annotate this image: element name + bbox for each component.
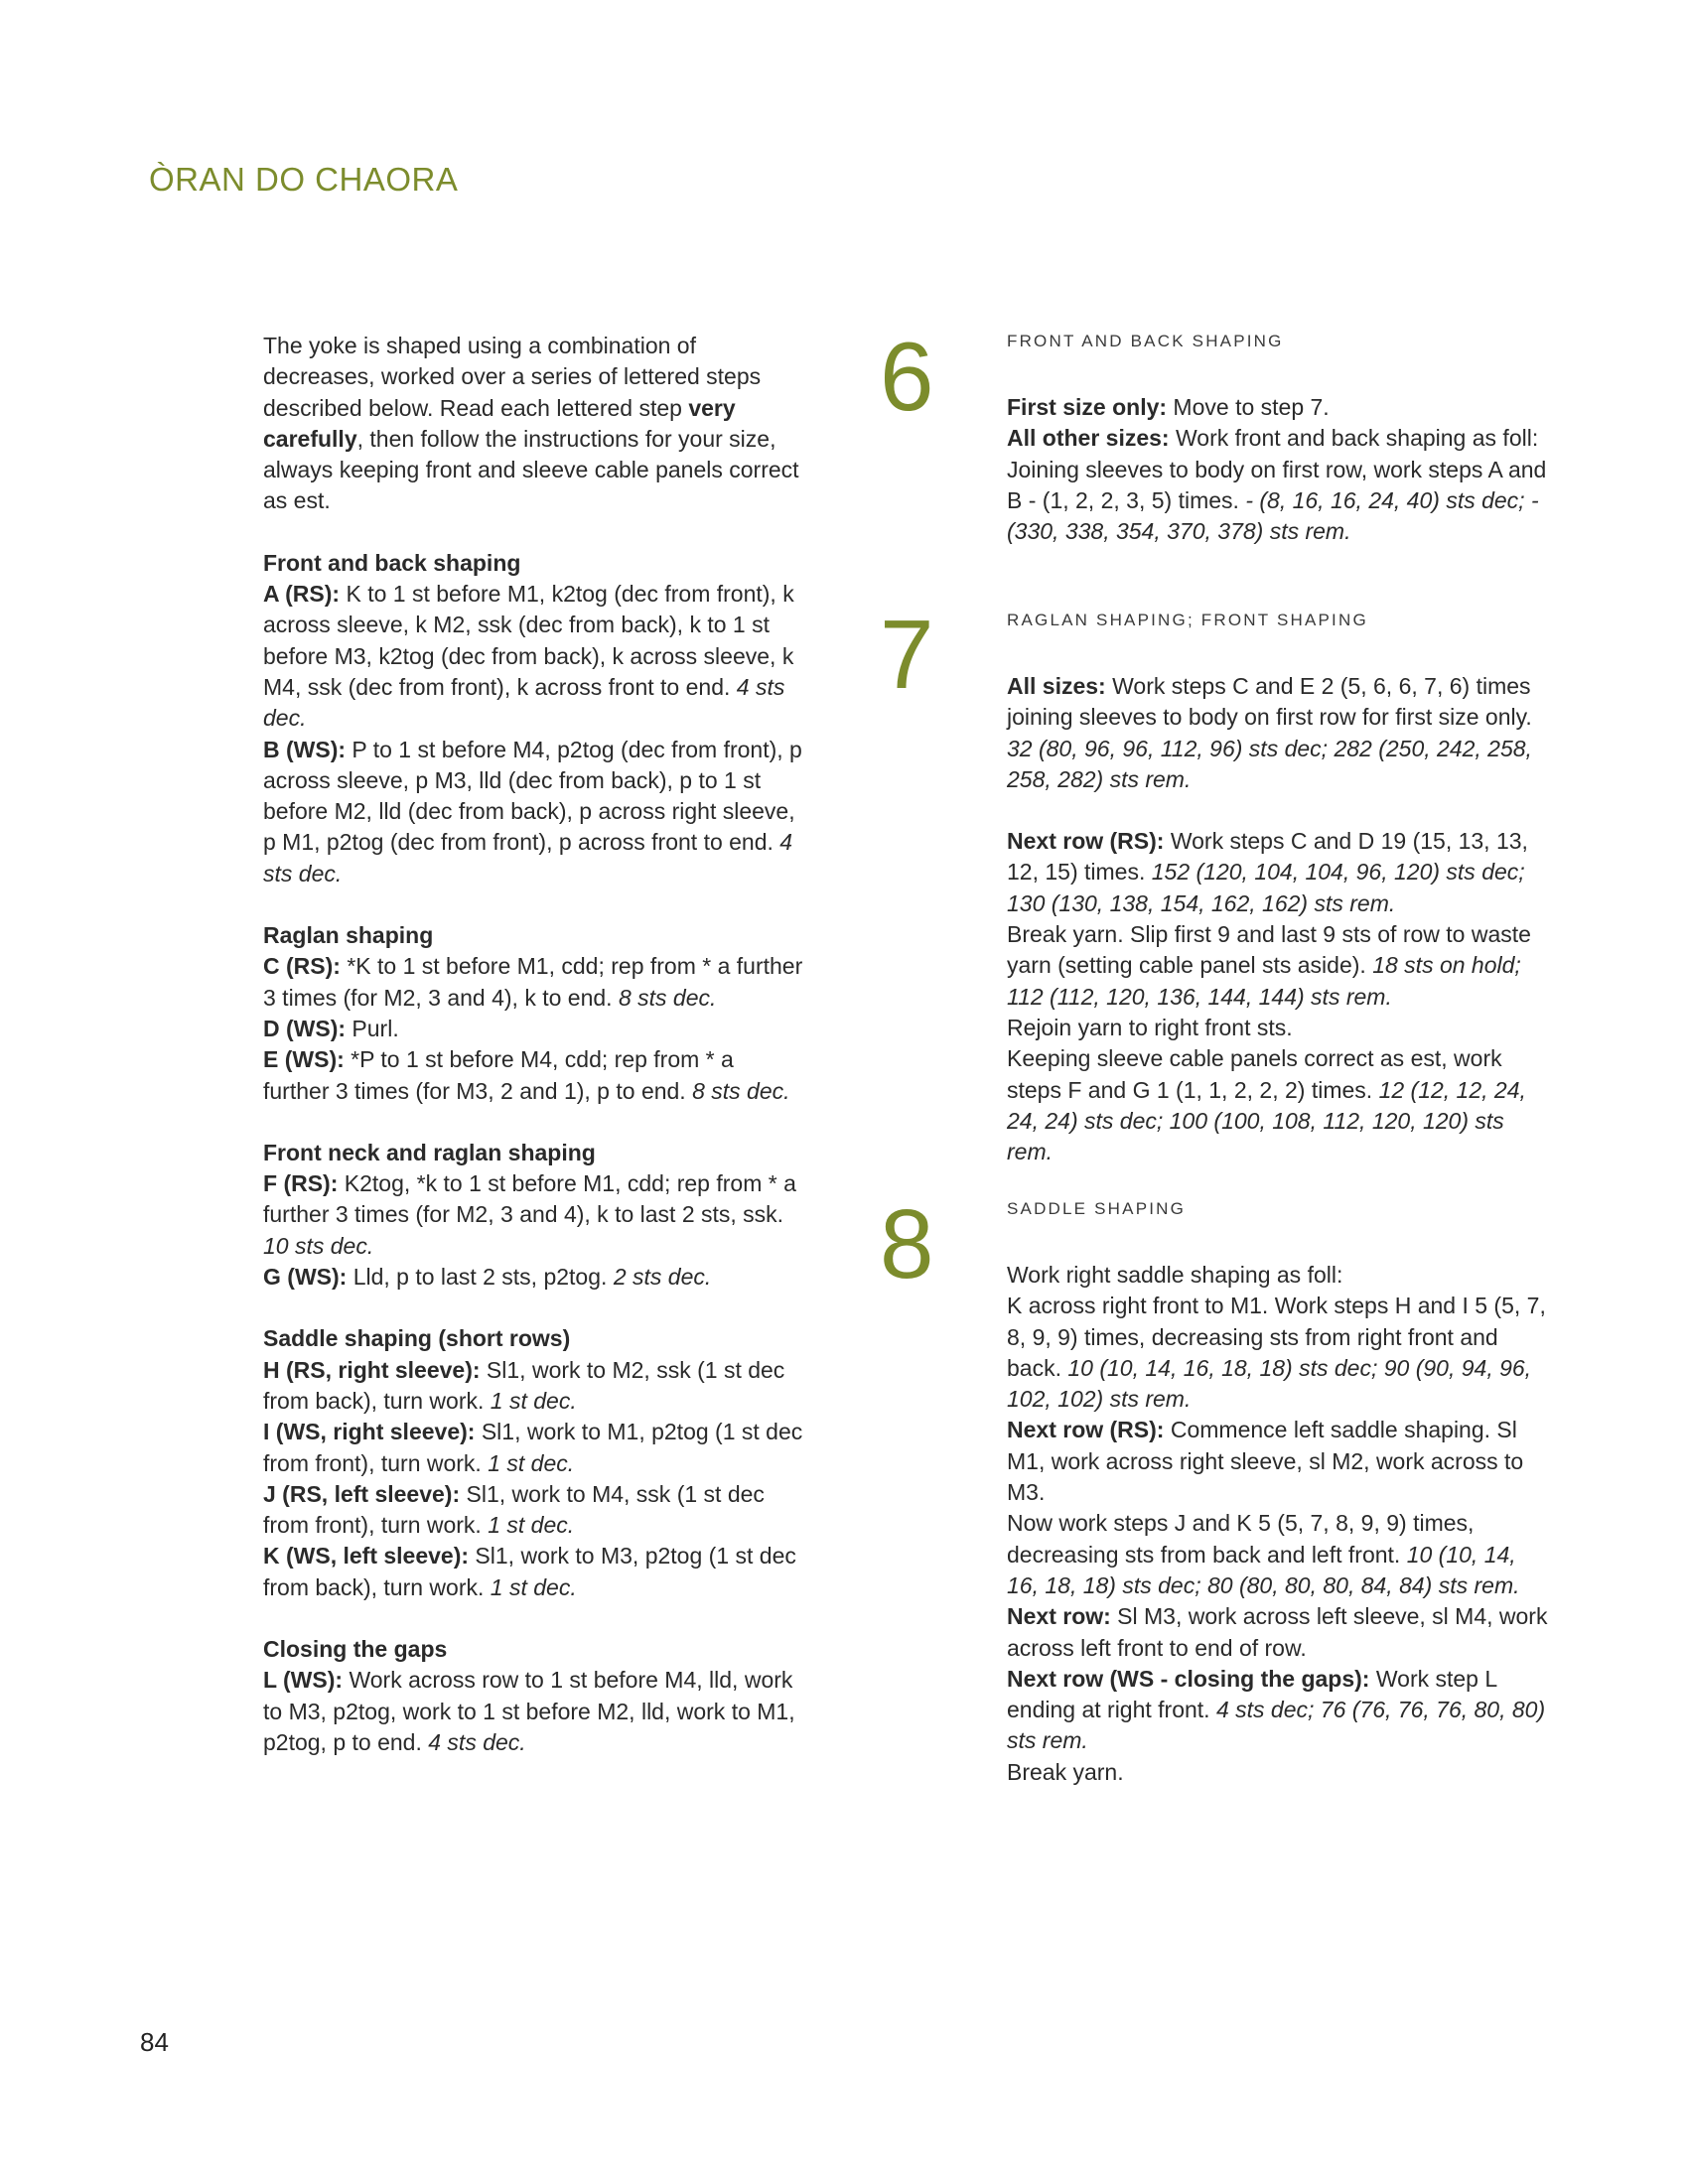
step-8-next-row: Next row: Sl M3, work across left sleeve, sl M4, work across left front to end of row. (1007, 1603, 1548, 1661)
section-heading-closing-gaps: Closing the gaps (263, 1635, 448, 1662)
step-8-left-saddle: Now work steps J and K 5 (5, 7, 8, 9, 9) times, decreasing sts from back and left front. 10 (10, 14, 16, 18, 18) sts dec; 80 (80, 80, 80, 84, 84) sts rem. (1007, 1510, 1520, 1598)
step-a: A (RS): K to 1 st before M1, k2tog (dec from front), k across sleeve, k M2, ssk (dec from back), k to 1 st before M3, k2tog (dec from back), k across sleeve, k M4, ssk (dec from front), k across front to end. 4 sts dec. (263, 581, 794, 732)
step-g: G (WS): Lld, p to last 2 sts, p2tog. 2 sts dec. (263, 1264, 712, 1291)
step-j: J (RS, left sleeve): Sl1, work to M4, ssk (1 st dec from front), turn work. 1 st dec. (263, 1480, 765, 1539)
step-8-next-row-rs: Next row (RS): Commence left saddle shaping. Sl M1, work across right sleeve, sl M2, work across to M3. (1007, 1417, 1524, 1506)
step-number-6: 6 (880, 322, 934, 431)
step-6-section (1007, 331, 1553, 547)
step-h: H (RS, right sleeve): Sl1, work to M2, ssk (1 st dec from back), turn work. 1 st dec. (263, 1356, 785, 1414)
step-7-break-yarn: Break yarn. Slip first 9 and last 9 sts of row to waste yarn (setting cable panel sts aside). 18 sts on hold; 112 (112, 120, 136, 144, 144) sts rem. (1007, 921, 1531, 1010)
section-heading-raglan: Raglan shaping (263, 922, 434, 949)
step-k: K (WS, left sleeve): Sl1, work to M3, p2tog (1 st dec from back), turn work. 1 st dec. (263, 1543, 796, 1600)
step-c: C (RS): *K to 1 st before M1, cdd; rep from * a further 3 times (for M2, 3 and 4), k to end. 8 sts dec. (263, 953, 803, 1011)
step-6-first-size: First size only: Move to step 7. (1007, 394, 1330, 420)
step-6-heading: FRONT AND BACK SHAPING (1007, 332, 1284, 350)
step-7-heading: RAGLAN SHAPING; FRONT SHAPING (1007, 611, 1368, 629)
step-number-7: 7 (880, 600, 934, 709)
page-title: ÒRAN DO CHAORA (149, 161, 459, 198)
step-b: B (WS): P to 1 st before M4, p2tog (dec from front), p across sleeve, p M3, lld (dec from back), p to 1 st before M2, lld (dec from back), p across right sleeve, p M1, p2tog (dec from front), p across front to end. 4 sts dec. (263, 736, 802, 887)
step-7-next-row: Next row (RS): Work steps C and D 19 (15, 13, 13, 12, 15) times. 152 (120, 104, 104, 96, 120) sts dec; 130 (130, 138, 154, 162, 162) sts rem. (1007, 828, 1528, 916)
step-7-all-sizes: All sizes: Work steps C and E 2 (5, 6, 6, 7, 6) times joining sleeves to body on first row for first size only. 32 (80, 96, 96, 112, 96) sts dec; 282 (250, 242, 258, 258, 282) sts rem. (1007, 673, 1532, 792)
step-i: I (WS, right sleeve): Sl1, work to M1, p2tog (1 st dec from front), turn work. 1 st dec. (263, 1419, 803, 1476)
step-7-keeping: Keeping sleeve cable panels correct as est, work steps F and G 1 (1, 1, 2, 2, 2) times. 12 (12, 12, 24, 24, 24) sts dec; 100 (100, 108, 112, 120, 120) sts rem. (1007, 1045, 1526, 1165)
section-heading-front-back: Front and back shaping (263, 549, 521, 576)
step-8-heading: SADDLE SHAPING (1007, 1199, 1187, 1218)
step-6-other-sizes: All other sizes: Work front and back shaping as foll: (1007, 425, 1539, 452)
step-8-closing-gaps: Next row (WS - closing the gaps): Work step L ending at right front. 4 sts dec; 76 (76, 76, 76, 80, 80) sts rem. (1007, 1665, 1546, 1754)
step-number-8: 8 (880, 1189, 934, 1298)
intro-paragraph: The yoke is shaped using a combination of decreases, worked over a series of lettered steps described below. Read each lettered step very carefully, then follow the instructions for your size, always keeping front and sleeve cable panels correct as est. (263, 333, 799, 514)
step-8-right-saddle: K across right front to M1. Work steps H and I 5 (5, 7, 8, 9, 9) times, decreasing sts from right front and back. 10 (10, 14, 16, 18, 18) sts dec; 90 (90, 94, 96, 102, 102) sts rem. (1007, 1293, 1546, 1413)
step-7-section (1007, 610, 1553, 1167)
yoke-instructions-column (263, 331, 804, 1758)
step-8-break-yarn: Break yarn. (1007, 1758, 1124, 1785)
step-d: D (WS): Purl. (263, 1015, 399, 1041)
step-6-join: Joining sleeves to body on first row, work steps A and B - (1, 2, 2, 3, 5) times. - (8, 16, 16, 24, 40) sts dec; - (330, 338, 354, 370, 378) sts rem. (1007, 456, 1547, 545)
section-heading-front-neck: Front neck and raglan shaping (263, 1139, 596, 1165)
step-l: L (WS): Work across row to 1 st before M4, lld, work to M3, p2tog, work to 1 st before M2, lld, work to M1, p2tog, p to end. 4 sts dec. (263, 1667, 795, 1755)
step-8-intro: Work right saddle shaping as foll: (1007, 1262, 1343, 1288)
section-heading-saddle: Saddle shaping (short rows) (263, 1325, 571, 1352)
step-7-rejoin: Rejoin yarn to right front sts. (1007, 1014, 1293, 1040)
page-number: 84 (140, 2027, 169, 2057)
step-f: F (RS): K2tog, *k to 1 st before M1, cdd; rep from * a further 3 times (for M2, 3 and 4), k to last 2 sts, ssk. 10 sts dec. (263, 1170, 796, 1259)
step-e: E (WS): *P to 1 st before M4, cdd; rep from * a further 3 times (for M3, 2 and 1), p to end. 8 sts dec. (263, 1046, 790, 1104)
step-8-section (1007, 1198, 1553, 1788)
